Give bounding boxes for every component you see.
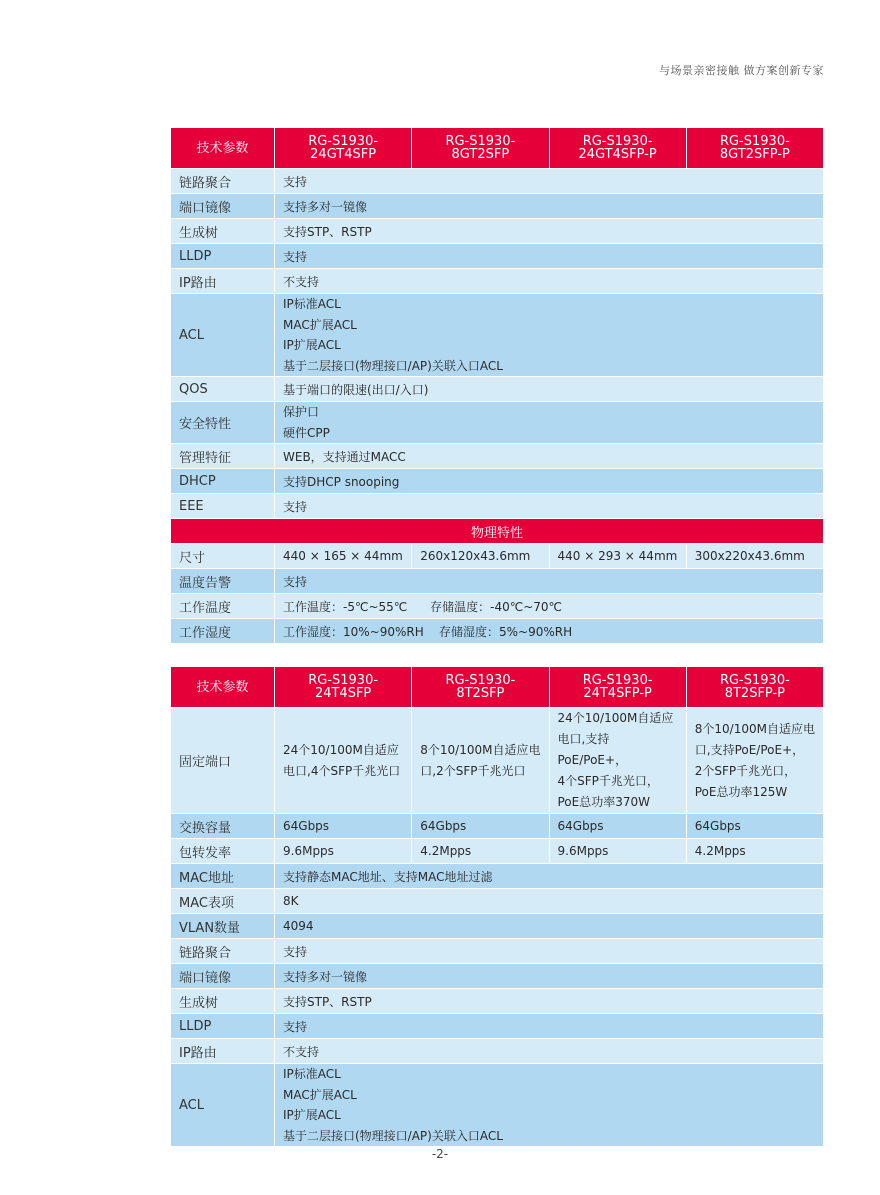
table-row	[171, 619, 824, 644]
row-value: 8K	[275, 889, 824, 914]
table-row	[171, 864, 824, 889]
row-value: 64Gbps	[275, 814, 412, 839]
row-value: 8个10/100M自适应电 口,支持PoE/PoE+， 2个SFP千兆光口， PoE总功率125W	[686, 708, 823, 814]
row-value: 保护口 硬件CPP	[275, 402, 824, 444]
row-label: 链路聚合	[171, 939, 275, 964]
row-value: 支持	[275, 244, 824, 269]
table-row	[171, 444, 824, 469]
row-label: 工作湿度	[171, 619, 275, 644]
row-value: IP标准ACL MAC扩展ACL IP扩展ACL 基于二层接口(物理接口/AP)关联入口ACL	[275, 294, 824, 377]
row-value: 不支持	[275, 269, 824, 294]
row-label: MAC地址	[171, 864, 275, 889]
row-value: 工作湿度：10%~90%RH 存储湿度：5%~90%RH	[275, 619, 824, 644]
row-value: 支持	[275, 494, 824, 519]
row-value: 9.6Mpps	[549, 839, 686, 864]
table-row	[171, 839, 824, 864]
row-label: ACL	[171, 294, 275, 377]
row-value: 不支持	[275, 1039, 824, 1064]
row-value: 基于端口的限速(出口/入口)	[275, 377, 824, 402]
table-row	[171, 494, 824, 519]
row-value: 4094	[275, 914, 824, 939]
row-label: IP路由	[171, 1039, 275, 1064]
row-label: MAC表项	[171, 889, 275, 914]
row-value: WEB，支持通过MACC	[275, 444, 824, 469]
header-model: RG-S1930- 24GT4SFP-P	[549, 128, 686, 169]
table-row	[171, 169, 824, 194]
table-row	[171, 1064, 824, 1147]
row-value: IP标准ACL MAC扩展ACL IP扩展ACL 基于二层接口(物理接口/AP)关联入口ACL	[275, 1064, 824, 1147]
table-row	[171, 544, 824, 569]
header-model: RG-S1930- 24GT4SFP	[275, 128, 412, 169]
row-value: 64Gbps	[412, 814, 549, 839]
row-label: 安全特性	[171, 402, 275, 444]
row-value: 9.6Mpps	[275, 839, 412, 864]
table-row	[171, 889, 824, 914]
row-value: 440 × 165 × 44mm	[275, 544, 412, 569]
table-row	[171, 244, 824, 269]
row-value: 支持	[275, 569, 824, 594]
table-row	[171, 269, 824, 294]
row-value: 260x120x43.6mm	[412, 544, 549, 569]
row-label: EEE	[171, 494, 275, 519]
table-row	[171, 594, 824, 619]
header-model: RG-S1930- 8T2SFP	[412, 667, 549, 708]
header-model: RG-S1930- 24T4SFP	[275, 667, 412, 708]
spec-table-2	[170, 666, 824, 1147]
row-label: LLDP	[171, 1014, 275, 1039]
row-value: 24个10/100M自适应 电口,支持PoE/PoE+， 4个SFP千兆光口， PoE总功率370W	[549, 708, 686, 814]
row-label: 生成树	[171, 219, 275, 244]
row-label: QOS	[171, 377, 275, 402]
row-value: 支持多对一镜像	[275, 964, 824, 989]
table-row	[171, 377, 824, 402]
row-value: 支持多对一镜像	[275, 194, 824, 219]
row-label: 链路聚合	[171, 169, 275, 194]
row-value: 支持STP、RSTP	[275, 989, 824, 1014]
page-number: -2-	[431, 1147, 449, 1161]
row-label: 工作温度	[171, 594, 275, 619]
header-model: RG-S1930- 8GT2SFP-P	[686, 128, 823, 169]
table-row	[171, 194, 824, 219]
section-title: 物理特性	[171, 519, 824, 544]
row-label: VLAN数量	[171, 914, 275, 939]
row-value: 300x220x43.6mm	[686, 544, 823, 569]
header-model: RG-S1930- 8T2SFP-P	[686, 667, 823, 708]
row-label: ACL	[171, 1064, 275, 1147]
row-value: 440 × 293 × 44mm	[549, 544, 686, 569]
row-value: 支持STP、RSTP	[275, 219, 824, 244]
row-value: 4.2Mpps	[412, 839, 549, 864]
row-value: 64Gbps	[549, 814, 686, 839]
row-value: 64Gbps	[686, 814, 823, 839]
table-row	[171, 708, 824, 814]
row-label: 生成树	[171, 989, 275, 1014]
table-row	[171, 402, 824, 444]
table-row	[171, 469, 824, 494]
row-label: LLDP	[171, 244, 275, 269]
table-row	[171, 219, 824, 244]
row-value: 支持	[275, 939, 824, 964]
row-label: 端口镜像	[171, 964, 275, 989]
table-row	[171, 1014, 824, 1039]
spec-table-1	[170, 127, 824, 644]
table-header-row	[171, 667, 824, 708]
row-label: IP路由	[171, 269, 275, 294]
row-label: 交换容量	[171, 814, 275, 839]
table-row	[171, 964, 824, 989]
table-row	[171, 814, 824, 839]
row-label: 端口镜像	[171, 194, 275, 219]
row-label: 尺寸	[171, 544, 275, 569]
table-row	[171, 989, 824, 1014]
row-value: 支持	[275, 1014, 824, 1039]
table-row	[171, 939, 824, 964]
header-param: 技术参数	[171, 667, 275, 708]
row-value: 支持DHCP snooping	[275, 469, 824, 494]
row-label: DHCP	[171, 469, 275, 494]
table-row	[171, 1039, 824, 1064]
header-model: RG-S1930- 8GT2SFP	[412, 128, 549, 169]
section-header-row	[171, 519, 824, 544]
row-label: 包转发率	[171, 839, 275, 864]
row-value: 支持	[275, 169, 824, 194]
row-label: 管理特征	[171, 444, 275, 469]
header-slogan: 与场景亲密接触 做方案创新专家	[659, 64, 824, 77]
row-value: 工作温度：-5℃~55℃ 存储温度：-40℃~70℃	[275, 594, 824, 619]
header-model: RG-S1930- 24T4SFP-P	[549, 667, 686, 708]
row-label: 固定端口	[171, 708, 275, 814]
table-row	[171, 914, 824, 939]
header-param: 技术参数	[171, 128, 275, 169]
row-label: 温度告警	[171, 569, 275, 594]
row-value: 4.2Mpps	[686, 839, 823, 864]
table-row	[171, 569, 824, 594]
table-header-row	[171, 128, 824, 169]
row-value: 8个10/100M自适应电 口,2个SFP千兆光口	[412, 708, 549, 814]
row-value: 支持静态MAC地址、支持MAC地址过滤	[275, 864, 824, 889]
row-value: 24个10/100M自适应 电口,4个SFP千兆光口	[275, 708, 412, 814]
table-row	[171, 294, 824, 377]
